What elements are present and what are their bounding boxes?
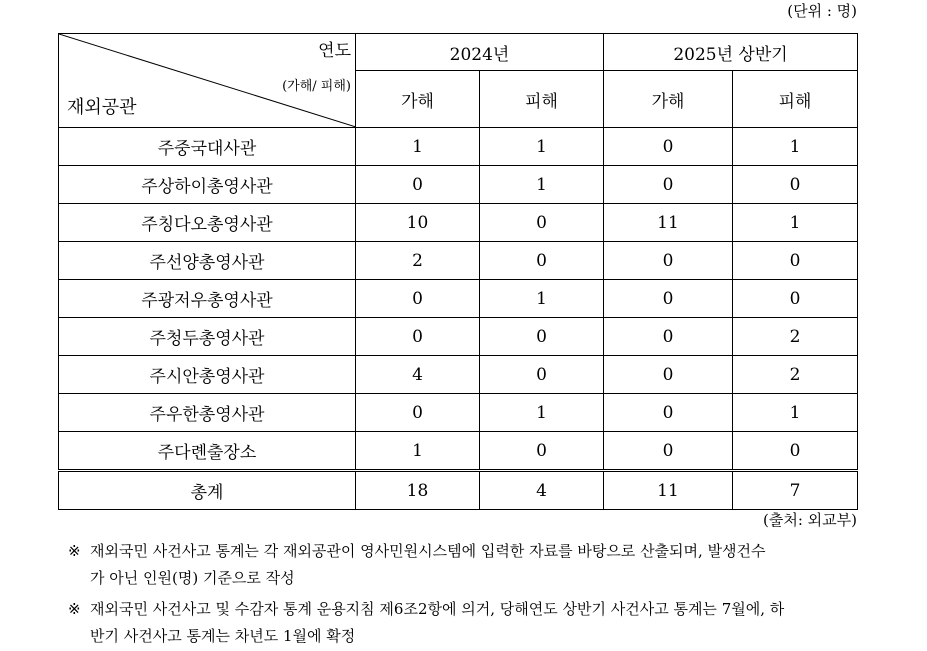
mission-name: 주다롄출장소 — [59, 432, 356, 471]
table-cell: 0 — [480, 204, 604, 242]
table-cell: 0 — [604, 280, 733, 318]
table-row — [59, 356, 858, 394]
table-cell: 0 — [604, 242, 733, 280]
year-header-2025h1: 2025년 상반기 — [604, 34, 858, 71]
table-cell: 1 — [733, 204, 858, 242]
table-cell: 0 — [356, 394, 480, 432]
note-2 — [68, 596, 858, 650]
table-cell: 0 — [356, 166, 480, 204]
table-row — [59, 242, 858, 280]
mission-name: 주우한총영사관 — [59, 394, 356, 432]
total-cell: 4 — [480, 471, 604, 510]
total-cell: 11 — [604, 471, 733, 510]
mission-name: 주시안총영사관 — [59, 356, 356, 394]
table-cell: 0 — [604, 432, 733, 471]
table-cell: 1 — [356, 128, 480, 166]
table-cell: 2 — [733, 356, 858, 394]
sub-header-perpetrator: 가해 — [604, 71, 733, 128]
total-cell: 18 — [356, 471, 480, 510]
statistics-table — [58, 33, 858, 510]
corner-label-mission: 재외공관 — [67, 97, 137, 118]
table-cell: 0 — [733, 280, 858, 318]
note-1 — [68, 538, 858, 592]
sub-header-victim: 피해 — [480, 71, 604, 128]
table-row — [59, 394, 858, 432]
table-cell: 0 — [604, 166, 733, 204]
table-cell: 0 — [480, 432, 604, 471]
mission-name: 주청두총영사관 — [59, 318, 356, 356]
table-cell: 0 — [356, 280, 480, 318]
corner-label-type: (가해/ 피해) — [282, 79, 351, 94]
sub-header-perpetrator: 가해 — [356, 71, 480, 128]
table-row — [59, 318, 858, 356]
table-cell: 4 — [356, 356, 480, 394]
table-cell: 0 — [480, 318, 604, 356]
source-label: (출처: 외교부) — [763, 511, 857, 529]
note-text: 재외국민 사건사고 통계는 각 재외공관이 영사민원시스템에 입력한 자료를 바탕으로 산출되며, 발생건수 — [90, 542, 766, 560]
table-cell: 0 — [480, 356, 604, 394]
table-row — [59, 128, 858, 166]
note-text-cont: 가 아닌 인원(명) 기준으로 작성 — [90, 569, 295, 587]
table-row — [59, 280, 858, 318]
mission-name: 주칭다오총영사관 — [59, 204, 356, 242]
table-cell: 0 — [604, 356, 733, 394]
table-cell: 0 — [604, 394, 733, 432]
total-row — [59, 471, 858, 510]
corner-label-year: 연도 — [318, 41, 351, 61]
table-cell: 2 — [733, 318, 858, 356]
mission-name: 주선양총영사관 — [59, 242, 356, 280]
table-cell: 0 — [604, 128, 733, 166]
table-row — [59, 432, 858, 471]
note-mark: ※ — [68, 600, 81, 618]
header-row-years — [59, 34, 858, 71]
table-cell: 0 — [733, 432, 858, 471]
mission-name: 주상하이총영사관 — [59, 166, 356, 204]
table-cell: 10 — [356, 204, 480, 242]
table-cell: 1 — [480, 280, 604, 318]
table-row — [59, 166, 858, 204]
mission-name: 주중국대사관 — [59, 128, 356, 166]
table-cell: 0 — [733, 166, 858, 204]
sub-header-victim: 피해 — [733, 71, 858, 128]
table-row — [59, 204, 858, 242]
table-cell: 1 — [480, 128, 604, 166]
table-cell: 1 — [733, 394, 858, 432]
table-cell: 0 — [356, 318, 480, 356]
note-text: 재외국민 사건사고 및 수감자 통계 운용지침 제6조2항에 의거, 당해연도 상반기 사건사고 통계는 7월에, 하 — [90, 600, 785, 618]
table-cell: 1 — [480, 166, 604, 204]
unit-label: (단위 : 명) — [787, 2, 857, 20]
note-mark: ※ — [68, 542, 81, 560]
table-cell: 2 — [356, 242, 480, 280]
table-cell: 1 — [356, 432, 480, 471]
total-cell: 7 — [733, 471, 858, 510]
table-cell: 0 — [480, 242, 604, 280]
table-cell: 11 — [604, 204, 733, 242]
total-label: 총계 — [59, 471, 356, 510]
year-header-2024: 2024년 — [356, 34, 604, 71]
table-cell: 1 — [733, 128, 858, 166]
note-text-cont: 반기 사건사고 통계는 차년도 1월에 확정 — [90, 627, 356, 645]
table-cell: 0 — [604, 318, 733, 356]
corner-header-cell — [59, 34, 356, 128]
mission-name: 주광저우총영사관 — [59, 280, 356, 318]
table-cell: 1 — [480, 394, 604, 432]
table-cell: 0 — [733, 242, 858, 280]
